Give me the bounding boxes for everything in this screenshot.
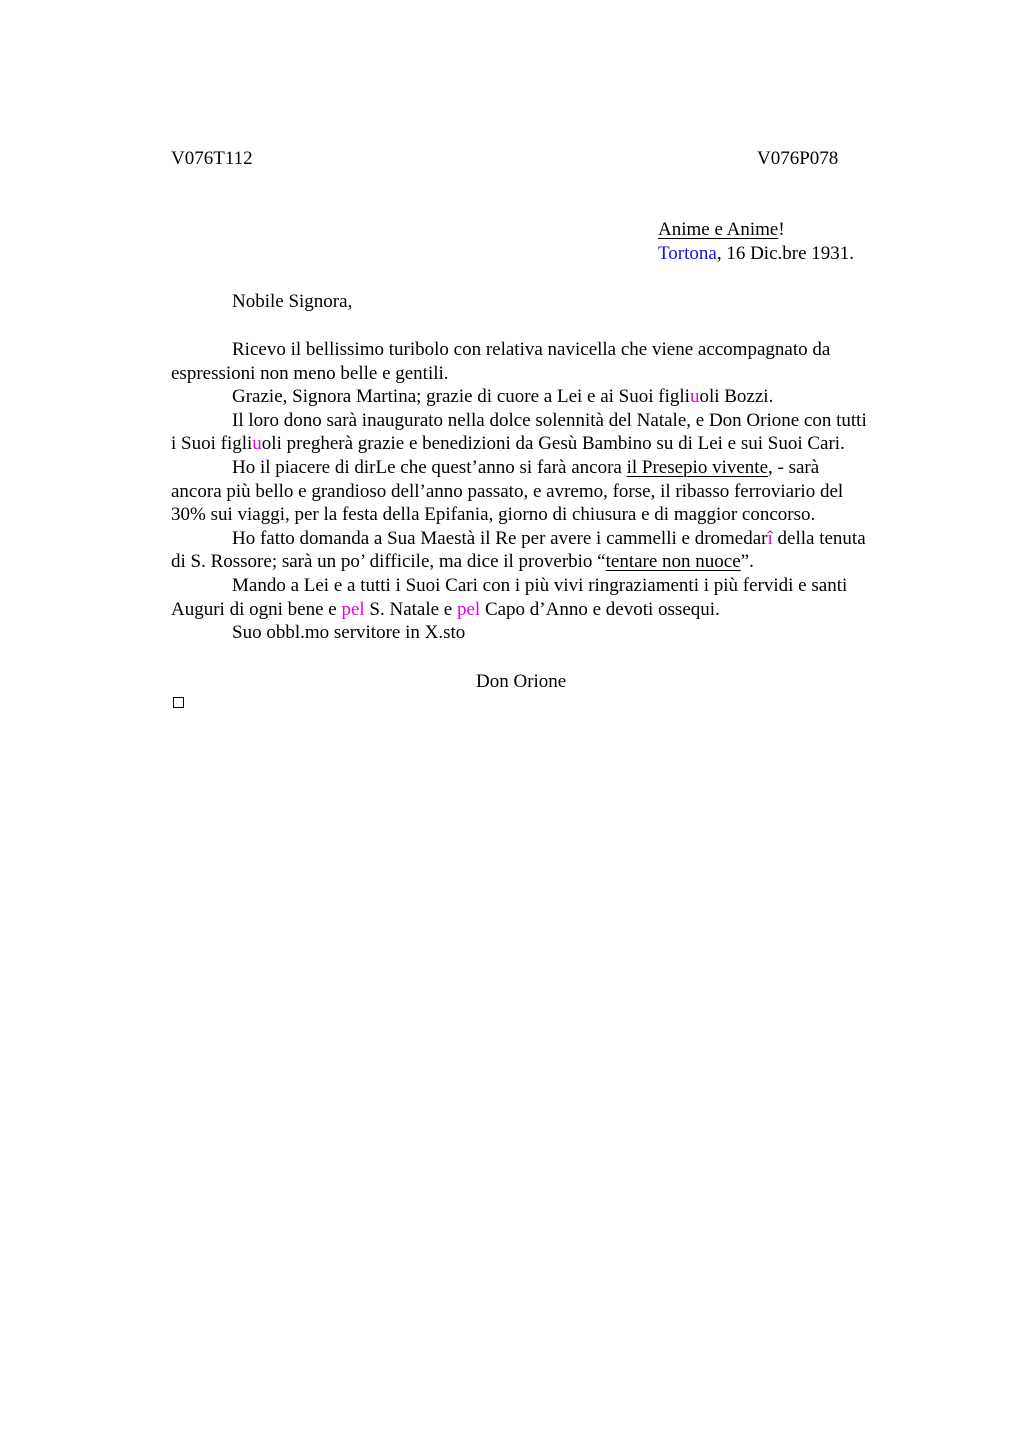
title-underlined: Anime e Anime [658,219,779,240]
paragraph-5-line-1: Ho fatto domanda a Sua Maestà il Re per avere i cammelli e dromedarî della tenuta [232,527,866,549]
signature: Don Orione [476,671,567,692]
place-date [658,242,854,266]
variant-word: pel [456,598,481,620]
title-exclamation: ! [778,219,785,240]
date-text: , 16 Dic.bre 1931. [716,243,855,264]
variant-letter: î [767,527,773,549]
paragraph-4-line-1: Ho il piacere di dirLe che quest’anno si farà ancora il Presepio vivente, - sarà [232,456,820,478]
paragraph-1-line-2: espressioni non meno belle e gentili. [171,362,449,384]
closing: Suo obbl.mo servitore in X.sto [232,622,466,644]
salutation: Nobile Signora, [232,291,353,312]
paragraph-4-line-3: 30% sui viaggi, per la festa della Epifania, giorno di chiusura e di maggior concorso. [171,504,816,526]
variant-letter: u [252,433,262,455]
paragraph-3-line-1: Il loro dono sarà inaugurato nella dolce solennità del Natale, e Don Orione con tutti [232,409,867,431]
variant-letter: u [689,386,700,408]
place-name: Tortona [658,243,717,264]
letter-body [171,338,931,645]
paragraph-4-line-2: ancora più bello e grandioso dell’anno passato, e avremo, forse, il ribasso ferroviario del [171,480,844,502]
document-code-right: V076P078 [757,148,839,169]
variant-word: pel [341,598,365,620]
checkbox-square [173,697,184,708]
underlined-phrase: tentare non nuoce [605,551,741,573]
paragraph-1-line-1: Ricevo il bellissimo turibolo con relativa navicella che viene accompagnato da [232,339,831,360]
paragraph-6-line-1: Mando a Lei e a tutti i Suoi Cari con i più vivi ringraziamenti i più fervidi e santi [232,574,848,596]
paragraph-2-line-1: Grazie, Signora Martina; grazie di cuore a Lei e ai Suoi figliuoli Bozzi. [232,386,774,408]
paragraph-6-line-2: Auguri di ogni bene e pel S. Natale e pel Capo d’Anno e devoti ossequi. [171,598,720,620]
underlined-phrase: il Presepio vivente [626,456,769,478]
document-code-left: V076T112 [171,148,253,169]
paragraph-3-line-2: i Suoi figliuoli pregherà grazie e benedizioni da Gesù Bambino su di Lei e sui Suoi Cari. [171,433,845,455]
paragraph-5-line-2: di S. Rossore; sarà un po’ difficile, ma dice il proverbio “tentare non nuoce”. [171,551,754,573]
letter-title [658,218,785,242]
